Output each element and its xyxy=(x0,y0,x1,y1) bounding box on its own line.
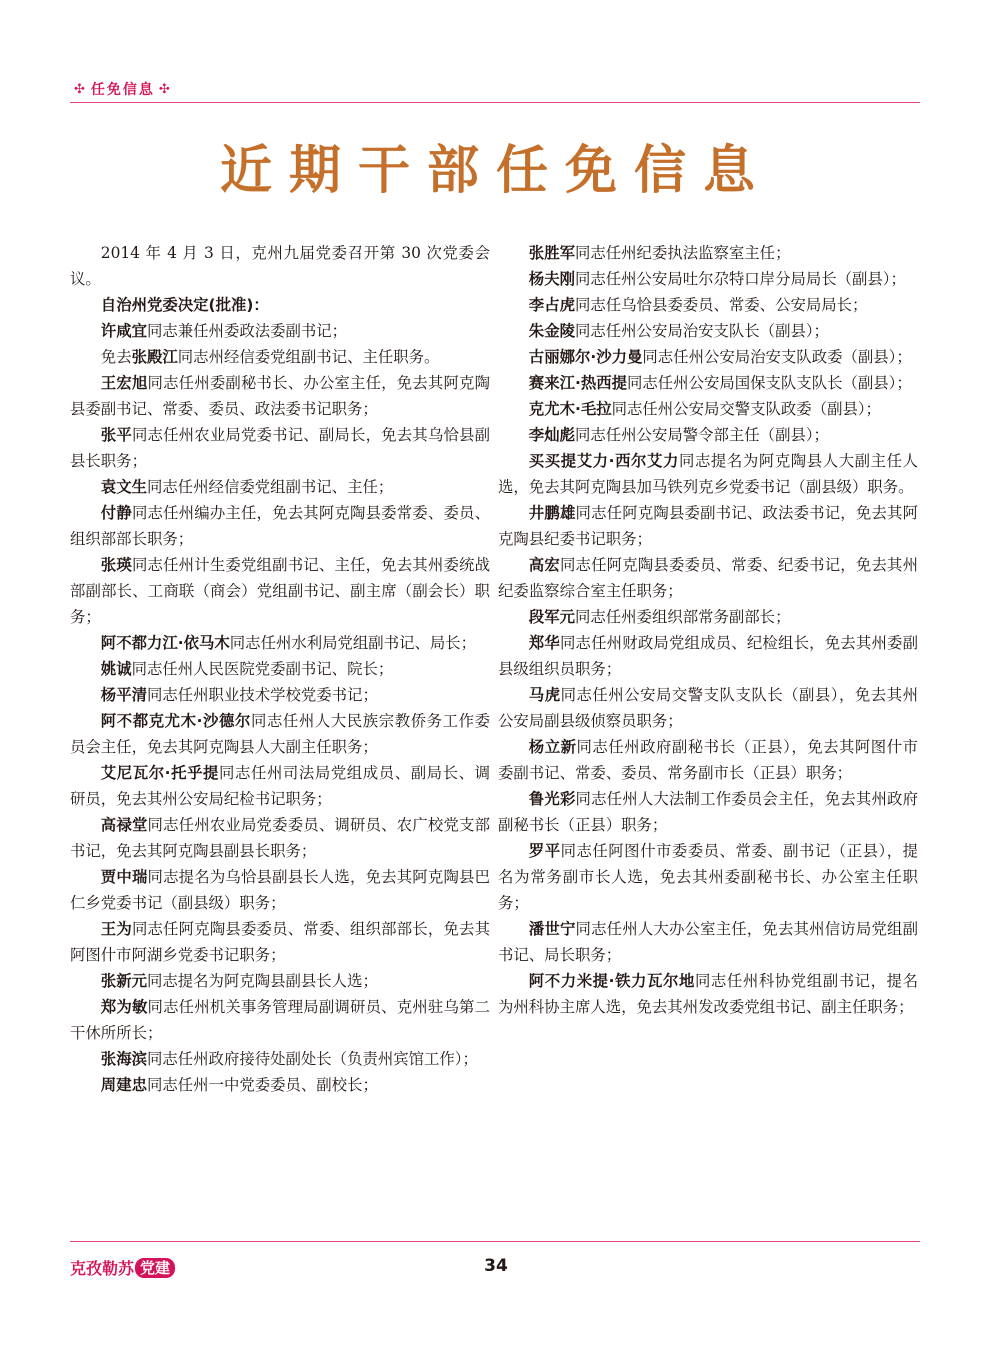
appointment-entry xyxy=(498,396,918,422)
decoration-icon: ✣ xyxy=(158,81,172,97)
page-number: 34 xyxy=(484,1256,508,1276)
appointment-entry xyxy=(70,656,490,682)
appointment-entry xyxy=(498,240,918,266)
person-name: 袁文生 xyxy=(100,478,147,496)
decision-heading: 自治州党委决定(批准)： xyxy=(100,296,269,314)
appointment-entry xyxy=(70,1046,490,1072)
appointment-text: 同志提名为阿克陶县人大副主任人选，免去其阿克陶县加马铁列克乡党委书记（副县级）职务。 xyxy=(498,452,918,496)
appointment-entry xyxy=(70,812,490,864)
right-column xyxy=(498,240,918,1232)
appointment-text: 同志任阿克陶县委委员、常委、组织部部长，免去其阿图什市阿湖乡党委书记职务； xyxy=(70,920,490,964)
person-name: 杨夫刚 xyxy=(528,270,575,288)
appointment-text: 同志任州农业局党委委员、调研员、农广校党支部书记，免去其阿克陶县副县长职务； xyxy=(70,816,490,860)
appointment-entry xyxy=(498,370,918,396)
appointment-text: 同志州经信委党组副书记、主任职务。 xyxy=(177,348,440,366)
person-name: 张平 xyxy=(100,426,132,444)
person-name: 郑华 xyxy=(528,634,560,652)
logo-text: 克孜勒苏 xyxy=(70,1259,135,1278)
appointment-text: 同志任州司法局党组成员、副局长、调研员，免去其州公安局纪检书记职务； xyxy=(70,764,490,808)
appointment-text: 同志任州公安局治安支队政委（副县）； xyxy=(642,348,912,366)
appointment-text: 同志任州政府接待处副处长（负责州宾馆工作）； xyxy=(146,1050,478,1068)
appointment-text: 同志任阿克陶县委副书记、政法委书记，免去其阿克陶县纪委书记职务； xyxy=(498,504,918,548)
person-name: 王为 xyxy=(100,920,132,938)
person-name: 付静 xyxy=(100,504,132,522)
person-name: 井鹏雄 xyxy=(528,504,576,522)
person-name: 买买提艾力·西尔艾力 xyxy=(528,452,679,470)
person-name: 李占虎 xyxy=(528,296,575,314)
appointment-text: 同志任州委副秘书长、办公室主任，免去其阿克陶县委副书记、常委、委员、政法委书记职务； xyxy=(70,374,490,418)
person-name: 阿不都力江·依马木 xyxy=(100,634,230,652)
appointment-text: 同志任州人民医院党委副书记、院长； xyxy=(131,660,394,678)
entry-prefix: 免去 xyxy=(100,348,132,366)
appointment-text: 同志任州委组织部常务副部长； xyxy=(574,608,791,626)
appointment-entry xyxy=(498,500,918,552)
appointment-text: 同志任州人大办公室主任，免去其州信访局党组副书记、局长职务； xyxy=(498,920,918,964)
appointment-entry xyxy=(498,630,918,682)
appointment-entry xyxy=(498,292,918,318)
person-name: 张殿江 xyxy=(131,348,178,366)
person-name: 罗平 xyxy=(528,842,561,860)
appointment-entry xyxy=(70,708,490,760)
appointment-text: 同志任州职业技术学校党委书记； xyxy=(146,686,378,704)
appointment-entry xyxy=(70,500,490,552)
appointment-entry xyxy=(70,916,490,968)
person-name: 古丽娜尔·沙力曼 xyxy=(528,348,643,366)
appointment-text: 同志任州公安局治安支队长（副县）； xyxy=(574,322,829,340)
appointment-text: 同志任阿克陶县委委员、常委、纪委书记，免去其州纪委监察综合室主任职务； xyxy=(498,556,918,600)
appointment-text: 同志任州人大民族宗教侨务工作委员会主任，免去其阿克陶县人大副主任职务； xyxy=(70,712,490,756)
appointment-entry xyxy=(70,682,490,708)
logo-badge-char: 党 xyxy=(140,1258,156,1277)
appointment-entry xyxy=(498,916,918,968)
appointment-text: 同志任州财政局党组成员、纪检组长，免去其州委副县级组织员职务； xyxy=(498,634,918,678)
appointment-entry xyxy=(498,968,918,1020)
person-name: 张瑛 xyxy=(100,556,132,574)
appointment-entry xyxy=(498,682,918,734)
person-name: 高宏 xyxy=(528,556,560,574)
person-name: 张新元 xyxy=(100,972,147,990)
person-name: 朱金陵 xyxy=(528,322,575,340)
person-name: 杨平清 xyxy=(100,686,147,704)
appointment-text: 同志任州公安局交警支队支队长（副县），免去其州公安局副县级侦察员职务； xyxy=(498,686,918,730)
appointment-entry xyxy=(70,968,490,994)
appointment-text: 同志兼任州委政法委副书记； xyxy=(146,322,348,340)
appointment-entry xyxy=(498,552,918,604)
appointment-text: 同志任阿图什市委委员、常委、副书记（正县），提名为常务副市长人选，免去其州委副秘书长、办公室主任职务； xyxy=(498,842,918,912)
page-title: 近期干部任免信息 xyxy=(219,140,772,201)
person-name: 段军元 xyxy=(528,608,575,626)
appointment-entry xyxy=(70,864,490,916)
appointment-entry xyxy=(70,760,490,812)
person-name: 郑为敏 xyxy=(100,998,148,1016)
appointment-entry xyxy=(70,994,490,1046)
person-name: 贾中瑞 xyxy=(100,868,148,886)
person-name: 阿不都克尤木·沙德尔 xyxy=(100,712,251,730)
appointment-entry xyxy=(70,1072,490,1098)
person-name: 马虎 xyxy=(528,686,561,704)
person-name: 高禄堂 xyxy=(100,816,148,834)
person-name: 克尤木·毛拉 xyxy=(528,400,612,418)
person-name: 艾尼瓦尔·托乎提 xyxy=(100,764,220,782)
appointment-entry xyxy=(70,630,490,656)
person-name: 鲁光彩 xyxy=(528,790,576,808)
appointment-text: 同志任州公安局国保支队支队长（副县）； xyxy=(627,374,912,392)
appointment-text: 同志任州经信委党组副书记、主任； xyxy=(146,478,394,496)
logo-badge-char: 建 xyxy=(155,1258,171,1277)
person-name: 许咸宜 xyxy=(100,322,147,340)
appointment-entry xyxy=(498,786,918,838)
appointment-entry xyxy=(70,474,490,500)
appointment-entry xyxy=(498,318,918,344)
appointment-text: 同志任州公安局警令部主任（副县）； xyxy=(574,426,829,444)
appointment-text: 同志任州纪委执法监察室主任； xyxy=(574,244,791,262)
appointment-entry xyxy=(70,318,490,344)
decoration-icon: ✣ xyxy=(74,81,87,97)
appointment-entry xyxy=(70,552,490,630)
appointment-text: 同志任州水利局党组副书记、局长； xyxy=(229,634,477,652)
person-name: 杨立新 xyxy=(528,738,577,756)
appointment-entry xyxy=(498,734,918,786)
section-label: 任免信息 xyxy=(90,82,155,98)
appointment-text: 同志任州计生委党组副书记、主任，免去其州委统战部副部长、工商联（商会）党组副书记、副主席（副会长）职务； xyxy=(70,556,490,626)
intro-paragraph: 2014 年 4 月 3 日，克州九届党委召开第 30 次党委会议。 xyxy=(70,244,490,288)
person-name: 阿不力米提·铁力瓦尔地 xyxy=(528,972,695,990)
appointment-text: 同志任州政府副秘书长（正县），免去其阿图什市委副书记、常委、委员、常务副市长（正县）职务； xyxy=(498,738,918,782)
article-body xyxy=(70,240,918,1232)
appointment-entry xyxy=(70,344,490,370)
appointment-text: 同志任州科协党组副书记，提名为州科协主席人选，免去其州发改委党组书记、副主任职务； xyxy=(498,972,918,1016)
appointment-entry xyxy=(498,266,918,292)
person-name: 张胜军 xyxy=(528,244,575,262)
person-name: 姚诚 xyxy=(100,660,132,678)
appointment-text: 同志任乌恰县委委员、常委、公安局局长； xyxy=(574,296,868,314)
appointment-text: 同志任州机关事务管理局副调研员、克州驻乌第二干休所所长； xyxy=(70,998,490,1042)
top-divider xyxy=(70,102,920,103)
appointment-entry xyxy=(70,370,490,422)
person-name: 赛来江·热西提 xyxy=(528,374,627,392)
appointment-text: 同志任州编办主任，免去其阿克陶县委常委、委员、组织部部长职务； xyxy=(70,504,490,548)
appointment-text: 同志任州农业局党委书记、副局长，免去其乌恰县副县长职务； xyxy=(70,426,490,470)
person-name: 王宏旭 xyxy=(100,374,148,392)
person-name: 李灿彪 xyxy=(528,426,575,444)
appointment-text: 同志任州公安局交警支队政委（副县）； xyxy=(611,400,881,418)
appointment-entry xyxy=(498,448,918,500)
appointment-entry xyxy=(498,344,918,370)
section-header xyxy=(70,78,176,100)
appointment-text: 同志任州一中党委委员、副校长； xyxy=(146,1076,378,1094)
appointment-entry xyxy=(498,604,918,630)
appointment-entry xyxy=(70,422,490,474)
person-name: 周建忠 xyxy=(100,1076,147,1094)
appointment-text: 同志提名为阿克陶县副县长人选； xyxy=(146,972,378,990)
left-column xyxy=(70,240,490,1232)
appointment-text: 同志任州公安局吐尔尕特口岸分局局长（副县）； xyxy=(574,270,906,288)
bottom-divider xyxy=(70,1241,920,1242)
appointment-text: 同志提名为乌恰县副县长人选，免去其阿克陶县巴仁乡党委书记（副县级）职务； xyxy=(70,868,490,912)
appointment-entry xyxy=(498,838,918,916)
appointment-entry xyxy=(498,422,918,448)
person-name: 潘世宁 xyxy=(528,920,576,938)
person-name: 张海滨 xyxy=(100,1050,147,1068)
appointment-text: 同志任州人大法制工作委员会主任，免去其州政府副秘书长（正县）职务； xyxy=(498,790,918,834)
